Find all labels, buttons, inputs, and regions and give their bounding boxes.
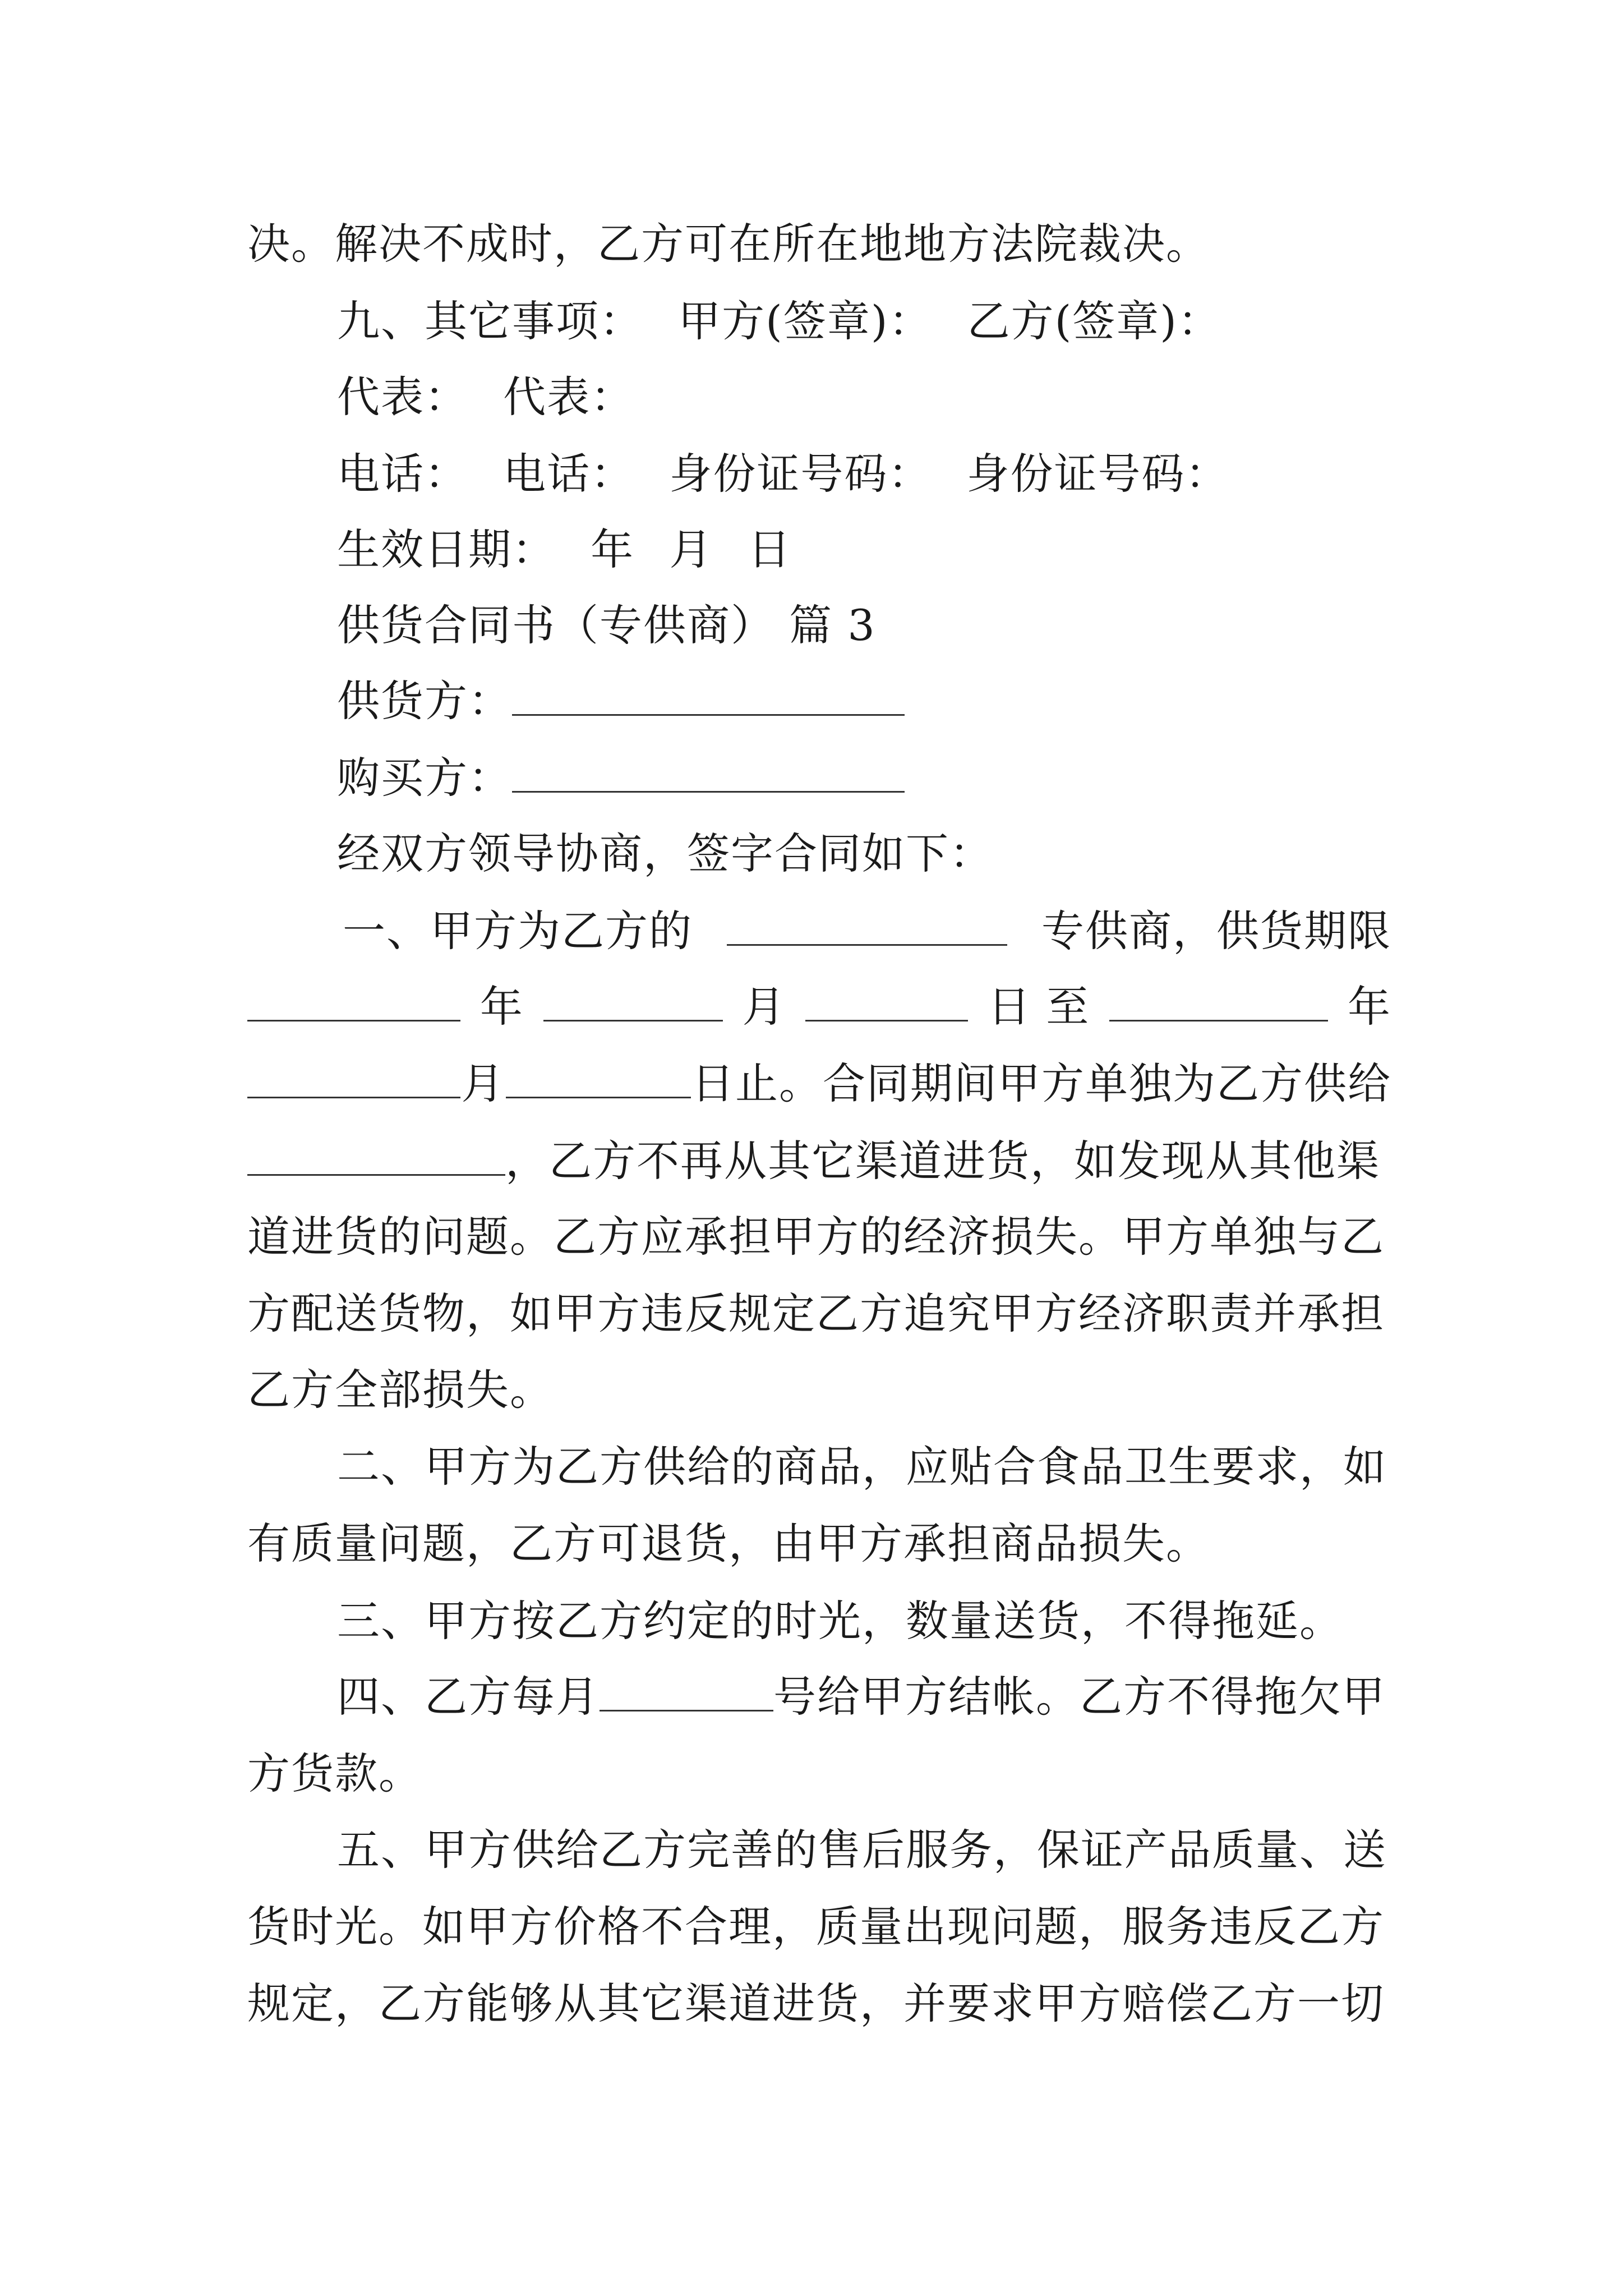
- month-label: 月: [669, 524, 713, 574]
- supplier-label: 供货方：: [337, 676, 512, 726]
- text: 决。解决不成时，乙方可在所在地地方法院裁决。: [247, 219, 1210, 269]
- day-label: 日: [748, 524, 792, 574]
- paragraph-line: [247, 1133, 1391, 1189]
- settlement-day-blank[interactable]: [600, 1674, 773, 1711]
- text: 道进货的问题。乙方应承担甲方的经济损失。甲方单独与乙: [247, 1212, 1385, 1262]
- effective-date-label: 生效日期：: [337, 524, 556, 574]
- id-number-label: 身份证号码：: [966, 449, 1229, 499]
- paragraph-line: [247, 1746, 1391, 1802]
- exclusive-supplier-blank[interactable]: [727, 908, 1007, 946]
- paragraph-line: [337, 369, 1391, 425]
- paragraph-line: [337, 750, 1391, 806]
- text: 专供商，供货期限: [1041, 906, 1391, 956]
- text: 二、甲方为乙方供给的商品，应贴合食品卫生要求，如: [337, 1442, 1387, 1492]
- contract-title: 供货合同书（专供商） 篇 3: [337, 600, 876, 650]
- paragraph-line: [247, 1516, 1391, 1572]
- paragraph-line: [337, 1822, 1391, 1878]
- other-matters-label: 九、其它事项：: [337, 296, 643, 346]
- buyer-label: 购买方：: [337, 753, 512, 803]
- representative-label: 代表：: [503, 372, 635, 422]
- text: 方配送货物，如甲方违反规定乙方追究甲方经济职责并承担: [247, 1289, 1385, 1338]
- paragraph-line: [337, 1669, 1391, 1725]
- text: 货时光。如甲方价格不合理，质量出现问题，服务违反乙方: [247, 1902, 1385, 1952]
- party-b-signature-label: 乙方(签章)：: [967, 296, 1221, 346]
- text: 经双方领导协商，签字合同如下：: [337, 829, 993, 878]
- paragraph-line: [337, 1439, 1391, 1495]
- paragraph-line: [247, 1056, 1391, 1112]
- month-label: 月: [461, 1059, 505, 1108]
- end-year-blank[interactable]: [1109, 984, 1328, 1022]
- start-year-blank[interactable]: [247, 984, 460, 1022]
- text: 号给甲方结帐。乙方不得拖欠甲: [773, 1672, 1386, 1722]
- text: 有质量问题，乙方可退货，由甲方承担商品损失。: [247, 1519, 1210, 1568]
- paragraph-line: [247, 1899, 1391, 1955]
- start-month-blank[interactable]: [543, 984, 723, 1022]
- year-label: 年: [591, 524, 635, 574]
- paragraph-line: [247, 1976, 1391, 2032]
- text: 五、甲方供给乙方完善的售后服务，保证产品质量、送: [337, 1825, 1387, 1875]
- text: 规定，乙方能够从其它渠道进货，并要求甲方赔偿乙方一切: [247, 1978, 1385, 2028]
- paragraph-line: [337, 826, 1391, 882]
- paragraph-line: [337, 673, 1391, 729]
- end-day-blank[interactable]: [506, 1061, 691, 1098]
- text: 乙方全部损失。: [247, 1365, 554, 1415]
- paragraph-line: [247, 1286, 1391, 1342]
- text: 一、甲方为乙方的: [343, 906, 693, 956]
- text: ，乙方不再从其它渠道进货，如发现从其他渠: [505, 1136, 1380, 1186]
- text: 三、甲方按乙方约定的时光，数量送货，不得拖延。: [337, 1596, 1343, 1646]
- paragraph-line: [337, 446, 1391, 502]
- supplier-blank[interactable]: [512, 678, 905, 716]
- buyer-blank[interactable]: [512, 755, 905, 793]
- paragraph-line: [247, 1362, 1391, 1418]
- text: 四、乙方每月: [337, 1672, 600, 1722]
- end-month-blank[interactable]: [247, 1061, 460, 1098]
- phone-label: 电话：: [503, 449, 635, 499]
- start-day-blank[interactable]: [805, 984, 968, 1022]
- paragraph-line: [337, 1593, 1391, 1649]
- month-label: 月: [742, 982, 786, 1032]
- day-to-label: 日 至: [988, 982, 1090, 1032]
- representative-label: 代表：: [337, 372, 468, 422]
- text: 日止。合同期间甲方单独为乙方供给: [691, 1059, 1391, 1108]
- year-label: 年: [1347, 982, 1391, 1032]
- section-heading: [337, 597, 1391, 654]
- paragraph-line: [343, 903, 1391, 959]
- phone-label: 电话：: [337, 449, 468, 499]
- paragraph-line: [337, 293, 1391, 349]
- paragraph-line: [247, 979, 1391, 1035]
- year-label: 年: [479, 982, 524, 1032]
- paragraph-line: [247, 1209, 1391, 1265]
- paragraph-line: [247, 216, 1391, 272]
- goods-blank[interactable]: [247, 1138, 505, 1176]
- text: 方货款。: [247, 1749, 422, 1798]
- id-number-label: 身份证号码：: [669, 449, 932, 499]
- paragraph-line: [337, 522, 1391, 578]
- party-a-signature-label: 甲方(签章)：: [678, 296, 933, 346]
